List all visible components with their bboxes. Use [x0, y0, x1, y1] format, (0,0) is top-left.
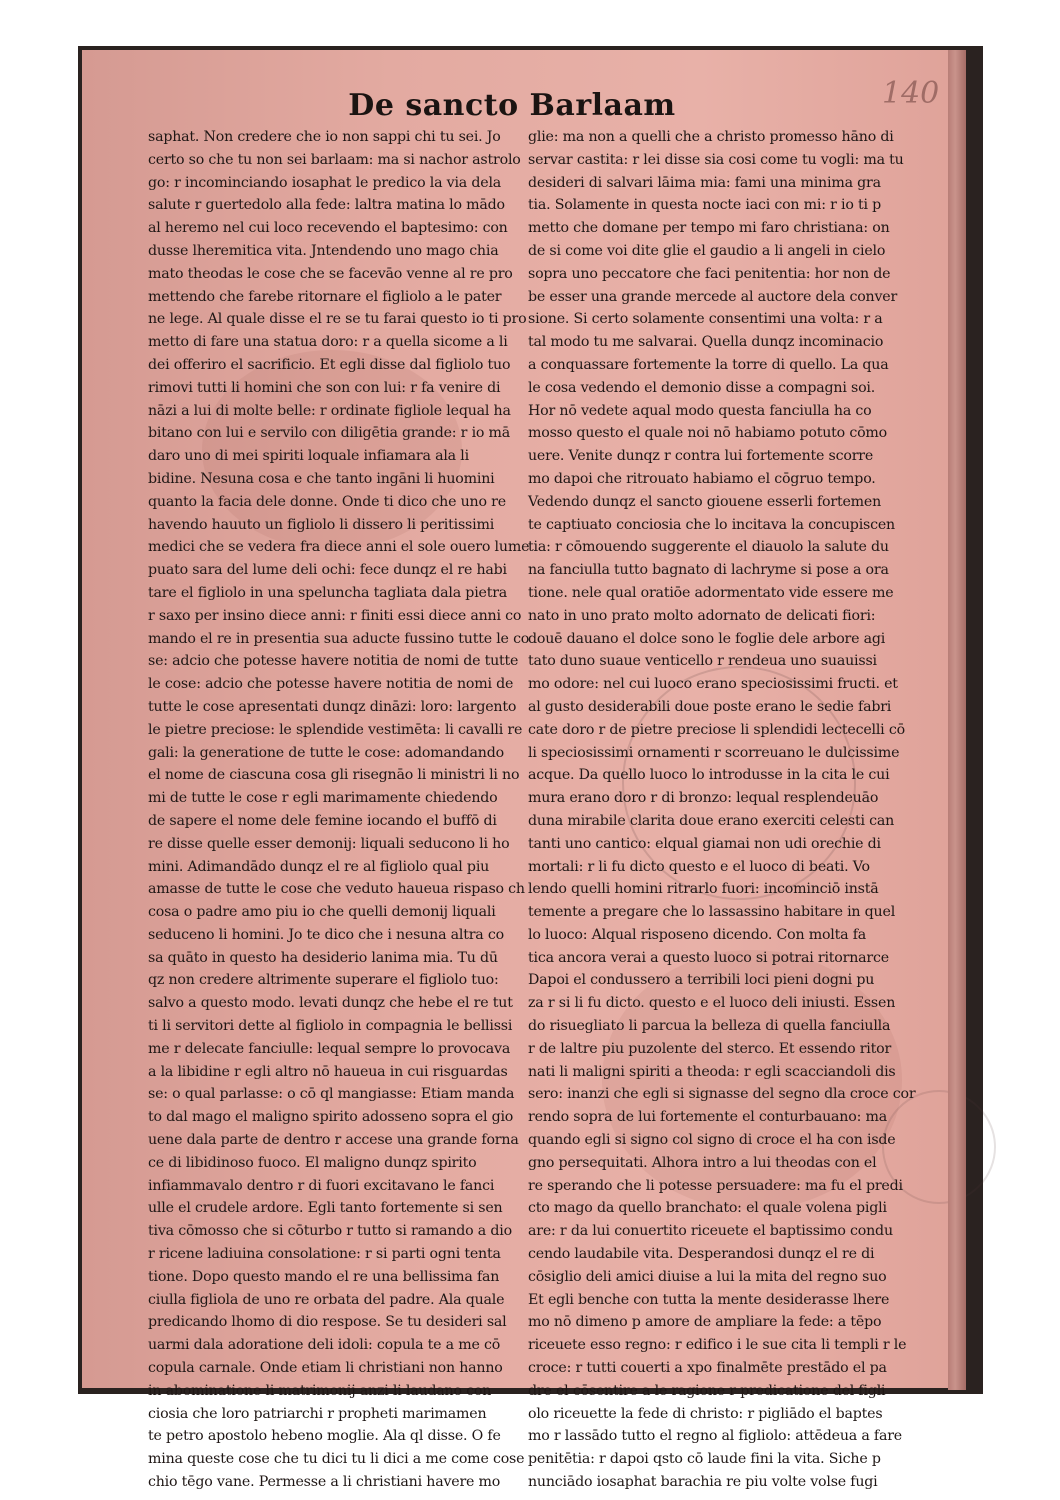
text-line: glie: ma non a quelli che a christo promesso hāno di [528, 129, 894, 145]
text-line: desideri di salvari lāima mia: fami una minima gra [528, 174, 881, 191]
text-line: gali: la generatione de tutte le cose: adomandando [148, 744, 504, 761]
text-line: tanti uno cantico: elqual giamai non udi orechie di [528, 835, 881, 852]
text-line: ti li servitori dette al figliolo in compagnia le bellissi [148, 1018, 513, 1035]
text-line: tione. nele qual oratiōe adormentato vide essere me [528, 584, 894, 601]
text-line: tione. Dopo questo mando el re una bellissima fan [148, 1268, 500, 1285]
text-line: dre el cōsentire a le ragione r predicatione del figli [528, 1382, 886, 1399]
text-line: mortali: r li fu dicto questo e el luoco di beati. Vo [528, 858, 870, 875]
text-line: amasse de tutte le cose che veduto haueua rispaso ch [148, 881, 525, 898]
text-line: nato in uno prato molto adornato de delicati fiori: [528, 607, 876, 624]
text-line: bidine. Nesuna cosa e che tanto ingāni li huomini [148, 470, 495, 487]
folio-number: 140 [882, 76, 940, 111]
text-line: nunciādo iosaphat barachia re piu volte volse fugi [528, 1474, 878, 1491]
text-line: seduceno li homini. Jo te dico che i nesuna altra co [148, 926, 504, 943]
text-line: uarmi dala adoratione deli idoli: copula te a me cō [148, 1337, 501, 1354]
text-line: re disse quelle esser demonij: liquali seducono li ho [148, 835, 510, 852]
text-line: croce: r tutti couerti a xpo finalmēte prestādo el pa [528, 1360, 887, 1377]
text-line: sero: inanzi che egli si signasse del segno dla croce cor [528, 1086, 916, 1103]
text-line: li speciosissimi ornamenti r scorreuano le dulcissime [528, 744, 900, 761]
text-line: a la libidine r egli altro nō haueua in cui risguardas [148, 1063, 508, 1080]
text-line: tica ancora verai a questo luoco si potrai ritornarce [528, 949, 889, 966]
text-line: a conquassare fortemente la torre di quello. La qua [528, 356, 889, 373]
text-line: be esser una grande mercede al auctore dela conver [528, 288, 898, 305]
scanned-page-frame [78, 46, 983, 1491]
text-line: servar castita: r lei disse sia cosi come tu vogli: ma tu [528, 151, 904, 168]
text-line: dusse lheremitica vita. Jntendendo uno mago chia [148, 242, 499, 259]
text-line: qz non credere altrimente superare el figliolo tuo: [148, 972, 499, 989]
text-line: de sapere el nome dele femine iocando el buffō di [148, 812, 497, 829]
text-line: r ricene ladiuina consolatione: r si parti ogni tenta [148, 1246, 501, 1263]
text-line: mi de tutte le cose r egli marimamente chiedendo [148, 790, 498, 807]
text-line: dei offeriro el sacrificio. Et egli disse dal figliolo tuo [148, 356, 511, 373]
text-line: cto mago da quello branchato: el quale volena pigli [528, 1200, 887, 1217]
text-line: salute r guertedolo alla fede: laltra matina lo mādo [148, 197, 505, 214]
text-line: in abominatione li matrimonij anzi li laudano con [148, 1382, 492, 1399]
text-line: tia. Solamente in questa nocte iaci con mi: r io ti p [528, 197, 882, 214]
text-line: te captiuato conciosia che lo incitava la concupiscen [528, 516, 895, 533]
text-line: na fanciulla tutto bagnato di lachryme si pose a ora [528, 562, 889, 579]
text-line: ne lege. Al quale disse el re se tu farai questo io ti pro [148, 311, 527, 328]
text-line: olo riceuette la fede di christo: r pigliādo el baptes [528, 1405, 883, 1422]
text-line: ce di libidinoso fuoco. El maligno dunqz spirito [148, 1154, 477, 1171]
text-line: re sperando che li potesse persuadere: ma fu el predi [528, 1177, 903, 1194]
text-line: riceuete esso regno: r edifico i le sue cita li templi r le [528, 1337, 907, 1354]
text-line: el nome de ciascuna cosa gli risegnāo li ministri li no [148, 767, 520, 784]
text-line: Dapoi el condussero a terribili loci pieni dogni pu [528, 972, 875, 989]
text-line: go: r incominciando iosaphat le predico la via dela [148, 174, 502, 191]
text-line: rimovi tutti li homini che son con lui: r fa venire di [148, 379, 501, 396]
text-line: certo so che tu non sei barlaam: ma si nachor astrolo [148, 151, 521, 168]
text-line: daro uno di mei spiriti loquale infiamara ala li [148, 448, 469, 465]
text-line: are: r da lui conuertito riceuete el baptissimo condu [528, 1223, 893, 1240]
page-edge [948, 50, 966, 1390]
text-line: ciulla figliola de uno re orbata del padre. Ala quale [148, 1291, 505, 1308]
text-line: te petro apostolo hebeno moglie. Ala ql disse. O fe [148, 1428, 501, 1445]
text-line: al gusto desiderabili doue poste erano le sedie fabri [528, 698, 892, 715]
text-line: do risuegliato li parcua la belleza di quella fanciulla [528, 1018, 891, 1035]
text-line: le cosa vedendo el demonio disse a compagni soi. [528, 379, 876, 396]
running-title: De sancto Barlaam [348, 88, 676, 123]
text-line: chio tēgo vane. Permesse a li christiani havere mo [148, 1474, 501, 1491]
text-column-right [528, 126, 916, 1494]
text-line: mando el re in presentia sua aducte fussino tutte le co [148, 630, 530, 647]
text-line: to dal mago el maligno spirito adosseno sopra el gio [148, 1109, 514, 1126]
text-line: mini. Adimandādo dunqz el re al figliolo qual piu [148, 858, 490, 875]
text-line: nati li maligni spiriti a theoda: r egli scacciandoli dis [528, 1063, 896, 1080]
text-line: ulle el crudele ardore. Egli tanto fortemente si sen [148, 1200, 503, 1217]
text-line: metto che domane per tempo mi faro christiana: on [528, 220, 890, 237]
text-line: sopra uno peccatore che faci penitentia: hor non de [528, 265, 891, 282]
text-line: cendo laudabile vita. Desperandosi dunqz el re di [528, 1246, 875, 1263]
text-line: nāzi a lui di molte belle: r ordinate figliole lequal ha [148, 402, 511, 419]
text-line: cōsiglio deli amici diuise a lui la mita del regno suo [528, 1268, 887, 1285]
text-line: gno persequitati. Alhora intro a lui theodas con el [528, 1154, 877, 1171]
text-line: metto di fare una statua doro: r a quella sicome a li [148, 334, 508, 351]
text-line: lendo quelli homini ritrarlo fuori: incominciō instā [528, 881, 879, 898]
text-line: temente a pregare che lo lassassino habitare in quel [528, 904, 896, 921]
text-line: predicando lhomo di dio respose. Se tu desideri sal [148, 1314, 507, 1331]
text-line: quando egli si signo col signo di croce el ha con isde [528, 1132, 896, 1149]
text-line: sa quāto in questo ha desiderio lanima mia. Tu dū [148, 949, 498, 966]
text-line: tutte le cose apresentati dunqz dināzi: loro: largento [148, 698, 517, 715]
text-line: penitētia: r dapoi qsto cō laude fini la vita. Siche p [528, 1451, 881, 1468]
text-line: ciosia che loro patriarchi r propheti marimamen [148, 1405, 487, 1422]
text-line: cate doro r de pietre preciose li splendidi lectecelli cō [528, 721, 905, 738]
text-line: infiammavalo dentro r di fuori excitavano le fanci [148, 1177, 495, 1194]
text-line: rendo sopra de lui fortemente el conturbauano: ma [528, 1109, 887, 1126]
text-line: tal modo tu me salvarai. Quella dunqz incominacio [528, 334, 884, 351]
text-line: salvo a questo modo. levati dunqz che hebe el re tut [148, 995, 513, 1012]
text-line: de si come voi dite glie el gaudio a li angeli in cielo [528, 242, 886, 259]
text-line: al heremo nel cui loco recevendo el baptesimo: con [148, 220, 508, 237]
text-line: havendo hauuto un figliolo li dissero li peritissimi [148, 516, 495, 533]
text-line: uere. Venite dunqz r contra lui fortemente scorre [528, 448, 874, 465]
text-line: cosa o padre amo piu io che quelli demonij liquali [148, 904, 496, 921]
text-line: r de laltre piu puzolente del sterco. Et essendo ritor [528, 1040, 892, 1057]
text-line: uene dala parte de dentro r accese una grande forna [148, 1132, 519, 1149]
text-line: duna mirabile clarita doue erano exerciti celesti can [528, 812, 895, 829]
text-line: quanto la facia dele donne. Onde ti dico che uno re [148, 493, 506, 510]
text-line: se: adcio che potesse havere notitia de nomi de tutte [148, 653, 519, 670]
text-line: saphat. Non credere che io non sappi chi tu sei. Jo [148, 129, 501, 145]
text-line: sione. Si certo solamente consentimi una volta: r a [528, 311, 883, 328]
text-line: me r delecate fanciulle: lequal sempre lo provocava [148, 1040, 511, 1057]
text-line: Hor nō vedete aqual modo questa fanciulla ha co [528, 402, 872, 419]
text-line: mato theodas le cose che se facevāo venne al re pro [148, 265, 513, 282]
text-line: le pietre preciose: le splendide vestimēta: li cavalli re [148, 721, 523, 738]
text-line: lo luoco: Alqual risposeno dicendo. Con molta fa [528, 926, 867, 943]
text-line: se: o qual parlasse: o cō ql mangiasse: Etiam manda [148, 1086, 515, 1103]
text-line: mura erano doro r di bronzo: lequal resplendeuāo [528, 790, 879, 807]
text-line: copula carnale. Onde etiam li christiani non hanno [148, 1360, 503, 1377]
text-line: Et egli benche con tutta la mente desiderasse lhere [528, 1291, 890, 1308]
text-line: mettendo che farebe ritornare el figliolo a le pater [148, 288, 502, 305]
text-line: le cose: adcio che potesse havere notitia de nomi de [148, 676, 514, 693]
text-line: mo dapoi che ritrouato habiamo el cōgruo tempo. [528, 470, 876, 487]
text-line: tato duno suaue venticello r rendeua uno suauissi [528, 653, 877, 670]
text-line: mina queste cose che tu dici tu li dici a me come cose [148, 1451, 525, 1468]
text-line: tia: r cōmouendo suggerente el diauolo la salute du [528, 539, 889, 556]
text-line: puato sara del lume deli ochi: fece dunqz el re habi [148, 562, 507, 579]
text-line: mo odore: nel cui luoco erano speciosissimi fructi. et [528, 676, 898, 693]
text-line: mo nō dimeno p amore de ampliare la fede: a tēpo [528, 1314, 882, 1331]
text-line: bitano con lui e servilo con diligētia grande: r io mā [148, 425, 511, 442]
text-line: r saxo per insino diece anni: r finiti essi diece anni co [148, 607, 522, 624]
text-line: Vedendo dunqz el sancto giouene esserli fortemen [528, 493, 882, 510]
manuscript-page [82, 50, 966, 1491]
text-line: douē dauano el dolce sono le foglie dele arbore agi [528, 630, 886, 647]
text-line: mo r lassādo tutto el regno al figliolo: attēdeua a fare [528, 1428, 902, 1445]
text-line: medici che se vedera fra diece anni el sole ouero lume [148, 539, 530, 556]
text-column-left [148, 126, 530, 1494]
text-line: acque. Da quello luoco lo introdusse in la cita le cui [528, 767, 890, 784]
text-line: za r si li fu dicto. questo e el luoco deli iniusti. Essen [528, 995, 896, 1012]
text-line: tiva cōmosso che si cōturbo r tutto si ramando a dio [148, 1223, 512, 1240]
text-line: mosso questo el quale noi nō habiamo potuto cōmo [528, 425, 888, 442]
text-line: tare el figliolo in una speluncha tagliata dala pietra [148, 584, 508, 601]
